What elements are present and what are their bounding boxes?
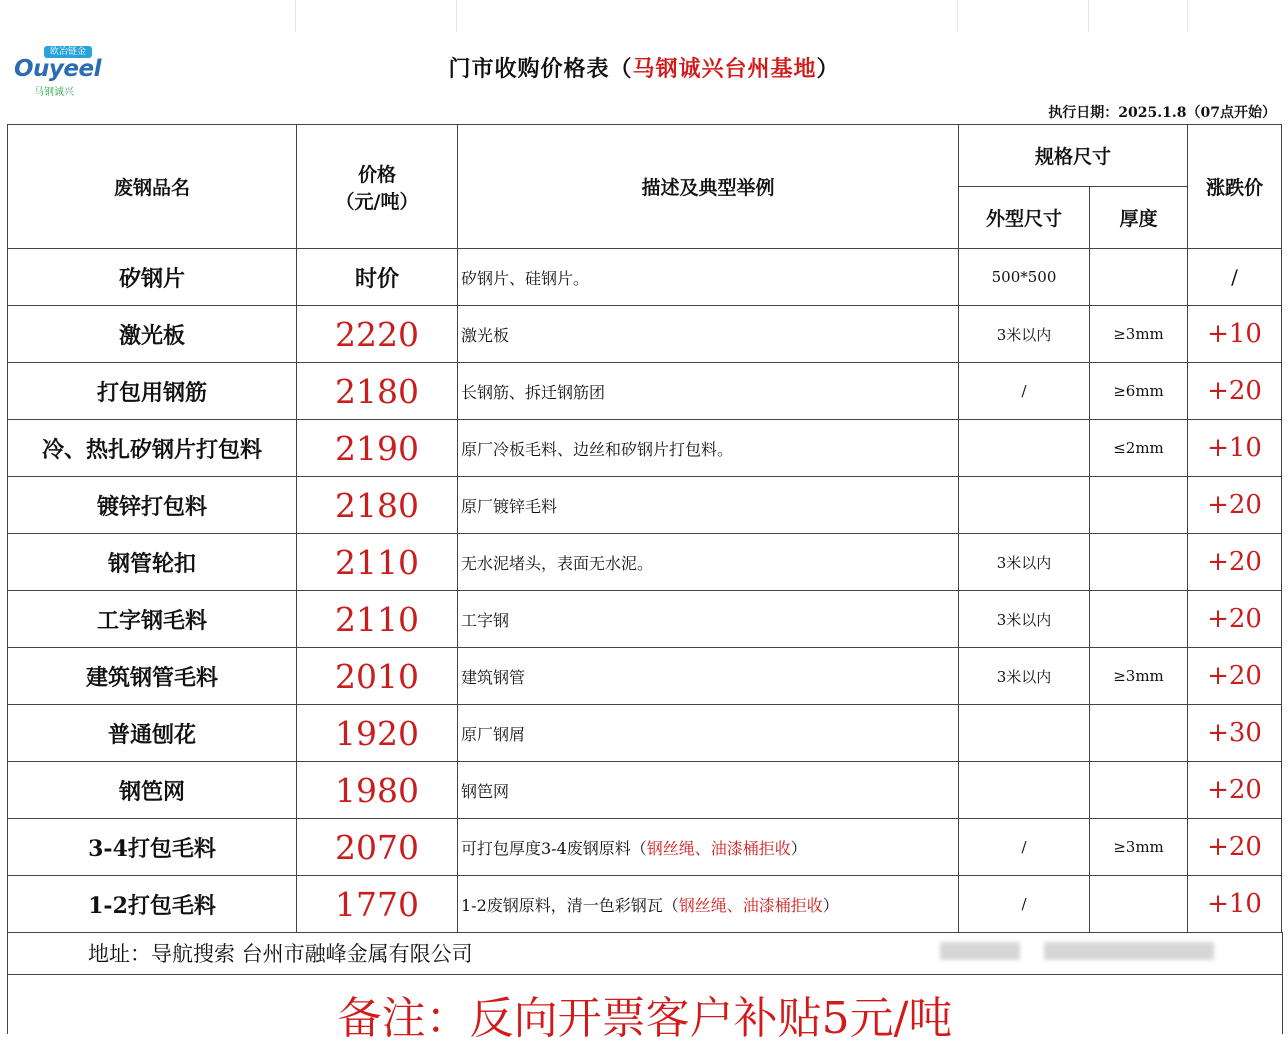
item-thickness [1090,534,1188,591]
item-size [959,420,1090,477]
item-change: +20 [1188,534,1282,591]
item-size: 3米以内 [959,591,1090,648]
note-row [7,974,1283,1044]
item-size: / [959,819,1090,876]
table-row [8,705,1282,762]
table-row [8,648,1282,705]
redacted-contact [940,942,1020,960]
item-desc: 激光板 [458,306,959,363]
item-change: +20 [1188,477,1282,534]
item-name: 工字钢毛料 [8,591,297,648]
item-size: 500*500 [959,249,1090,306]
header-size: 外型尺寸 [959,187,1090,249]
item-name: 建筑钢管毛料 [8,648,297,705]
item-price: 1920 [297,705,458,762]
table-row [8,819,1282,876]
item-size: 3米以内 [959,306,1090,363]
item-size: 3米以内 [959,534,1090,591]
item-desc: 工字钢 [458,591,959,648]
logo-badge: 欧冶链金 [44,46,92,58]
table-row [8,363,1282,420]
item-price: 1770 [297,876,458,933]
price-table [7,124,1282,933]
item-thickness [1090,249,1188,306]
item-change: +20 [1188,819,1282,876]
item-name: 激光板 [8,306,297,363]
item-price: 2190 [297,420,458,477]
redacted-contact-number [1044,942,1214,960]
item-desc: 长钢筋、拆迁钢筋团 [458,363,959,420]
effective-date: 执行日期：2025.1.8（07点开始） [1048,105,1276,121]
item-thickness [1090,876,1188,933]
header-name: 废钢品名 [8,125,297,249]
subsidy-note: 备注：反向开票客户补贴5元/吨 [337,993,953,1044]
item-name: 钢管轮扣 [8,534,297,591]
item-price: 2180 [297,477,458,534]
table-row [8,249,1282,306]
item-desc: 原厂钢屑 [458,705,959,762]
item-size: / [959,363,1090,420]
item-desc-warning: 钢丝绳、油漆桶拒收 [646,838,791,858]
item-size [959,477,1090,534]
item-change: +10 [1188,420,1282,477]
item-price: 2220 [297,306,458,363]
item-change: +20 [1188,591,1282,648]
item-price: 2110 [297,534,458,591]
header-change: 涨跌价 [1188,125,1282,249]
item-desc: 钢笆网 [458,762,959,819]
logo-wordmark: Ouyeel [14,56,102,82]
item-change: +20 [1188,648,1282,705]
item-thickness: ≥3mm [1090,648,1188,705]
item-thickness: ≤2mm [1090,420,1188,477]
item-desc: 可打包厚度3-4废钢原料（钢丝绳、油漆桶拒收） [458,819,959,876]
item-desc: 无水泥堵头，表面无水泥。 [458,534,959,591]
header-spec: 规格尺寸 [959,125,1188,187]
item-desc: 原厂镀锌毛料 [458,477,959,534]
item-price: 2180 [297,363,458,420]
item-name: 矽钢片 [8,249,297,306]
item-thickness: ≥3mm [1090,306,1188,363]
item-name: 镀锌打包料 [8,477,297,534]
item-price: 1980 [297,762,458,819]
address: 地址：导航搜索 台州市融峰金属有限公司 [88,942,473,966]
item-size [959,762,1090,819]
item-desc: 1-2废钢原料，清一色彩钢瓦（钢丝绳、油漆桶拒收） [458,876,959,933]
page-title: 门市收购价格表（马钢诚兴台州基地） [448,56,840,82]
item-size: / [959,876,1090,933]
item-size [959,705,1090,762]
item-name: 打包用钢筋 [8,363,297,420]
item-thickness [1090,705,1188,762]
table-row [8,876,1282,933]
item-desc: 原厂冷板毛料、边丝和矽钢片打包料。 [458,420,959,477]
item-change: +20 [1188,363,1282,420]
item-name: 3-4打包毛料 [8,819,297,876]
item-change: +10 [1188,876,1282,933]
item-name: 冷、热扎矽钢片打包料 [8,420,297,477]
item-size: 3米以内 [959,648,1090,705]
item-thickness: ≥3mm [1090,819,1188,876]
item-price: 2010 [297,648,458,705]
price-table-body [8,249,1282,933]
item-change: +20 [1188,762,1282,819]
item-desc-warning: 钢丝绳、油漆桶拒收 [678,895,823,915]
table-row [8,534,1282,591]
item-change: / [1188,249,1282,306]
item-desc: 建筑钢管 [458,648,959,705]
item-name: 1-2打包毛料 [8,876,297,933]
table-row [8,591,1282,648]
address-row [7,932,1283,975]
header-desc: 描述及典型举例 [458,125,959,249]
item-thickness: ≥6mm [1090,363,1188,420]
item-change: +10 [1188,306,1282,363]
item-name: 钢笆网 [8,762,297,819]
item-name: 普通刨花 [8,705,297,762]
item-thickness [1090,591,1188,648]
header-price: 价格 （元/吨） [297,125,458,249]
item-price: 时价 [297,249,458,306]
table-row [8,420,1282,477]
header-thickness: 厚度 [1090,187,1188,249]
table-row [8,762,1282,819]
table-row [8,477,1282,534]
item-thickness [1090,762,1188,819]
item-price: 2110 [297,591,458,648]
title-highlight: 马钢诚兴台州基地 [632,56,817,82]
table-row [8,306,1282,363]
item-desc: 矽钢片、硅钢片。 [458,249,959,306]
spreadsheet-grid [0,0,1288,32]
item-price: 2070 [297,819,458,876]
item-change: +30 [1188,705,1282,762]
item-thickness [1090,477,1188,534]
logo-subtitle: 马钢诚兴 [34,87,74,98]
